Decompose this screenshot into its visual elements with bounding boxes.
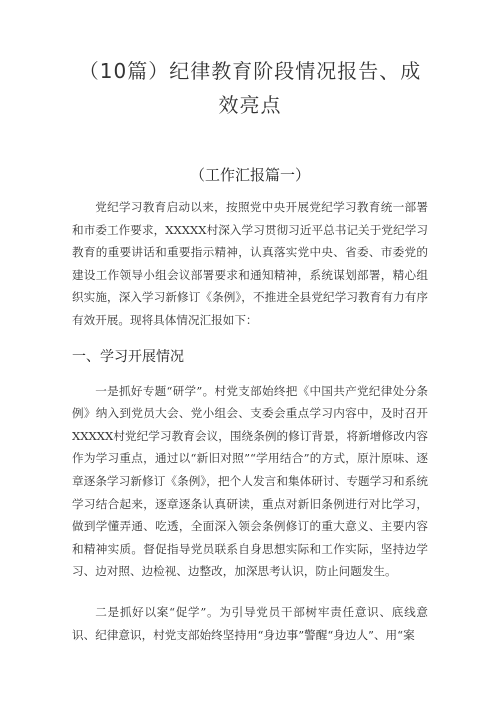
- heading-study-progress: 一、学习开展情况: [72, 348, 184, 365]
- paragraph-topic-study: 一是抓好专题“研学”。村党支部始终把《中国共产党纪律处分条例》纳入到党员大会、党小组会、支委会重点学习内容中，及时召开XXXXX村党纪学习教育会议，围绕条例的修订背景，将新增修改内容作为学习重点，通过以“新旧对照”“学用结合”的方式，原汁原味、逐章逐条学习新修订《条例》，把个人发言和集体研讨、专题学习和系统学习结合起来，逐章逐条认真研读，重点对新旧条例进行对比学习，做到学懂弄通、吃透，全面深入领会条例修订的重大意义、主要内容和精神实质。督促指导党员联系自身思想实际和工作实际，坚持边学习、边对照、边检视、边整改，加深思考认识，防止问题发生。: [72, 383, 428, 579]
- intro-paragraph: 党纪学习教育启动以来，按照党中央开展党纪学习教育统一部署和市委工作要求，XXXXX村深入学习贯彻习近平总书记关于党纪学习教育的重要讲话和重要指示精神，认真落实党中央、省委、市委党的建设工作领导小组会议部署要求和通知精神，系统谋划部署，精心组织实施，深入学习新修订《条例》，不推进全县党纪学习教育有力有序有效开展。现将具体情况汇报如下：: [72, 200, 428, 327]
- document-title: （10篇）纪律教育阶段情况报告、成效亮点: [78, 59, 422, 117]
- section-heading: （工作汇报篇一）: [189, 166, 310, 184]
- paragraph-case-study: 二是抓好以案“促学”。为引导党员干部树牢责任意识、底线意识、纪律意识，村党支部始终坚持用“身边事”警醒“身边人”、用“案: [72, 604, 428, 642]
